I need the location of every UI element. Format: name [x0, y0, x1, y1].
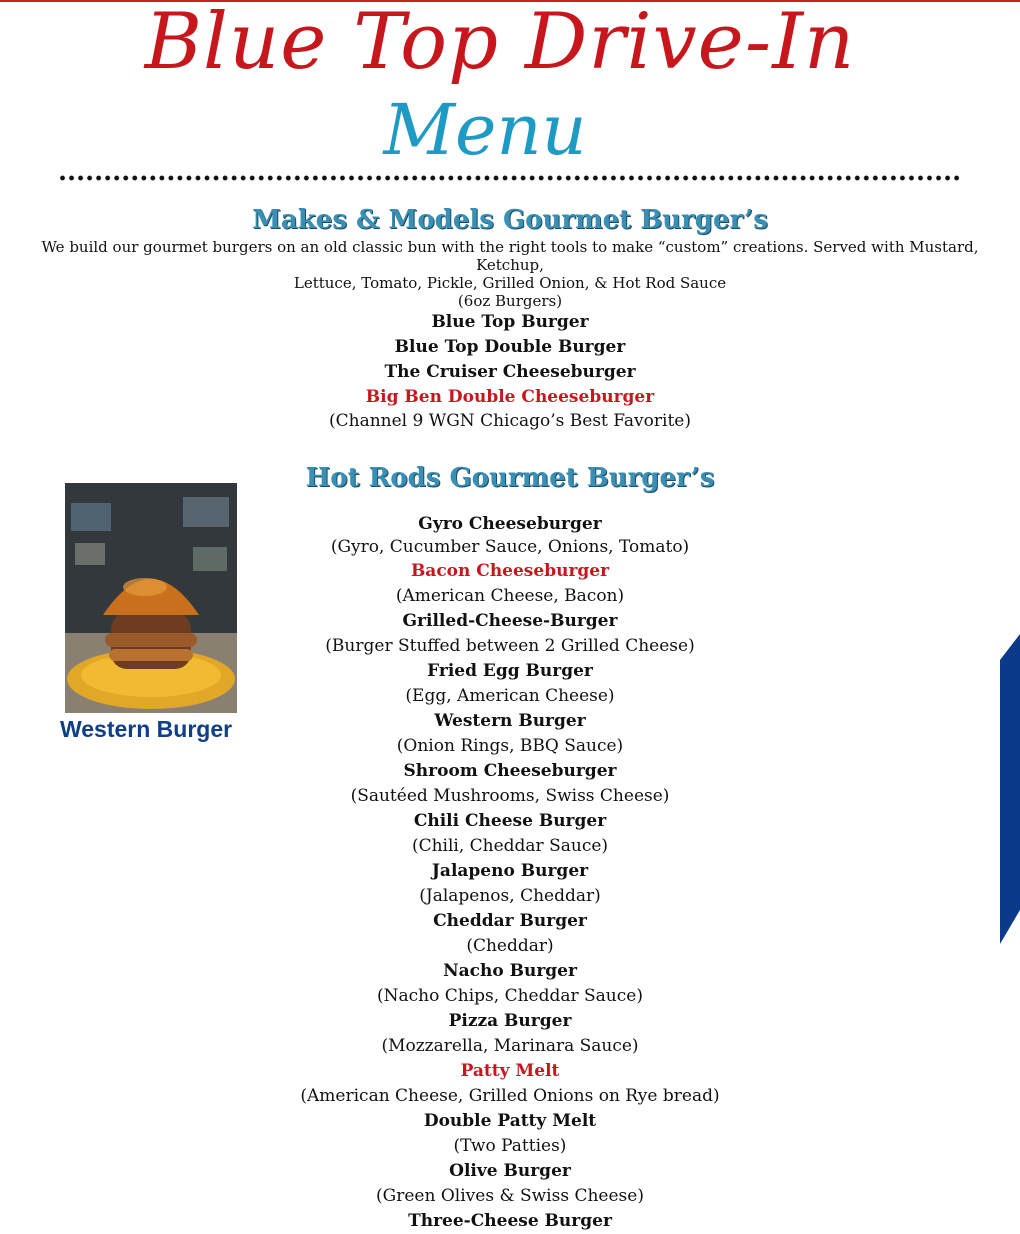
menu-item: [260, 909, 760, 959]
menu-item-name: Shroom Cheeseburger: [403, 761, 617, 781]
menu-item-name: Bacon Cheeseburger: [410, 561, 610, 581]
menu-item: [260, 335, 760, 360]
page-title: Blue Top Drive-In: [144, 0, 856, 87]
menu-item-desc: (Sautéed Mushrooms, Swiss Cheese): [350, 786, 670, 806]
menu-item-desc: (Two Patties): [453, 1136, 567, 1156]
menu-item: [260, 1209, 760, 1234]
menu-item-desc: (Green Olives & Swiss Cheese): [376, 1186, 644, 1206]
menu-item-name: Chili Cheese Burger: [413, 811, 607, 831]
menu-item: [260, 1159, 760, 1209]
menu-item-desc: (Gyro, Cucumber Sauce, Onions, Tomato): [330, 537, 690, 557]
side-tab-shape: [1000, 634, 1020, 944]
menu-item-desc: (Channel 9 WGN Chicago’s Best Favorite): [329, 411, 691, 431]
photo-caption: Western Burger: [59, 716, 233, 742]
menu-item: [260, 659, 760, 709]
menu-item-name: Fried Egg Burger: [427, 661, 593, 681]
menu-item: [260, 809, 760, 859]
burger-image: [65, 483, 237, 713]
menu-item-desc: (Mozzarella, Marinara Sauce): [381, 1036, 639, 1056]
menu-item-name: Western Burger: [434, 711, 586, 731]
menu-item-desc: (Burger Stuffed between 2 Grilled Cheese): [325, 636, 695, 656]
menu-item: [260, 709, 760, 759]
menu-item-name: Pizza Burger: [448, 1011, 572, 1031]
menu-item: [260, 559, 760, 609]
menu-item-name: The Cruiser Cheeseburger: [384, 362, 636, 382]
menu-item-name: Big Ben Double Cheeseburger: [365, 387, 655, 407]
menu-item: [260, 859, 760, 909]
menu-item-name: Gyro Cheeseburger: [418, 514, 602, 534]
intro-line-2: Lettuce, Tomato, Pickle, Grilled Onion, & Hot Rod Sauce: [293, 274, 727, 292]
intro-note: (6oz Burgers): [457, 292, 563, 310]
section-heading-hot-rods: Hot Rods Gourmet Burger’s: [305, 463, 715, 493]
section-intro: [30, 238, 990, 310]
menu-item-name: Blue Top Double Burger: [394, 337, 626, 357]
menu-item-name: Patty Melt: [460, 1061, 560, 1081]
menu-item: [260, 759, 760, 809]
menu-item-desc: (Chili, Cheddar Sauce): [411, 836, 609, 856]
menu-item: [260, 513, 760, 559]
menu-item-name: Cheddar Burger: [433, 911, 587, 931]
makes-models-list: [260, 310, 760, 432]
burger-photo: [65, 483, 237, 713]
intro-line-1: We build our gourmet burgers on an old classic bun with the right tools to make “custom” creations. Served with Mustard, Ketchup,: [41, 238, 979, 274]
menu-item-desc: (Onion Rings, BBQ Sauce): [396, 736, 624, 756]
menu-item: [260, 360, 760, 385]
menu-item: [260, 609, 760, 659]
menu-item-desc: (Cheddar): [466, 936, 554, 956]
page-subtitle: Menu: [383, 89, 587, 171]
menu-item: [260, 959, 760, 1009]
menu-item-desc: (American Cheese, Grilled Onions on Rye bread): [300, 1086, 720, 1106]
menu-item: [260, 385, 760, 432]
menu-item: [260, 1109, 760, 1159]
menu-item-name: Olive Burger: [449, 1161, 571, 1181]
menu-item-name: Double Patty Melt: [423, 1111, 597, 1131]
menu-item-desc: (Egg, American Cheese): [405, 686, 615, 706]
menu-item-desc: (Nacho Chips, Cheddar Sauce): [377, 986, 643, 1006]
menu-item-name: Grilled-Cheese-Burger: [402, 611, 618, 631]
dotted-divider: [58, 174, 962, 182]
hot-rods-list: [260, 513, 760, 1234]
menu-item-name: Nacho Burger: [443, 961, 577, 981]
menu-item: [260, 1009, 760, 1059]
menu-item-name: Jalapeno Burger: [431, 861, 589, 881]
menu-item-desc: (American Cheese, Bacon): [395, 586, 625, 606]
menu-item-name: Blue Top Burger: [431, 312, 589, 332]
menu-item: [260, 1059, 760, 1109]
menu-item: [260, 310, 760, 335]
menu-item-name: Three-Cheese Burger: [408, 1211, 612, 1231]
menu-item-desc: (Jalapenos, Cheddar): [419, 886, 601, 906]
section-heading-makes-models: Makes & Models Gourmet Burger’s: [252, 205, 768, 235]
